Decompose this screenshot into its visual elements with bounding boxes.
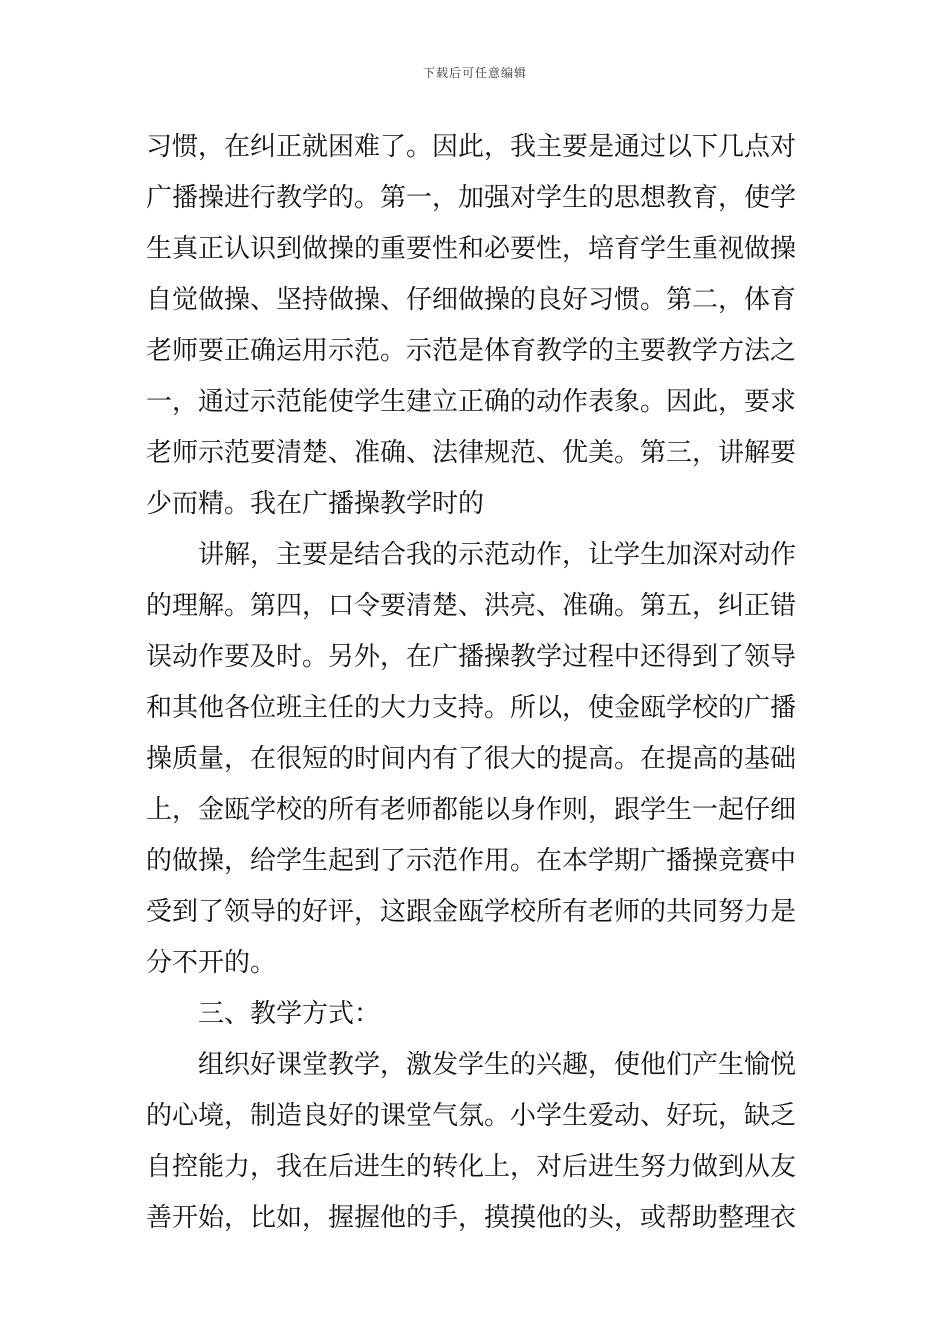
text-line: 自控能力，我在后进生的转化上，对后进生努力做到从友 [146, 1152, 797, 1182]
text-line: 和其他各位班主任的大力支持。所以，使金瓯学校的广播 [146, 693, 797, 723]
text-line: 生真正认识到做操的重要性和必要性，培育学生重视做操 [146, 234, 797, 264]
text-line: 上，金瓯学校的所有老师都能以身作则，跟学生一起仔细 [146, 795, 797, 825]
text-line: 的做操，给学生起到了示范作用。在本学期广播操竞赛中 [146, 846, 797, 876]
text-line: 一，通过示范能使学生建立正确的动作表象。因此，要求 [146, 387, 797, 417]
text-line: 习惯，在纠正就困难了。因此，我主要是通过以下几点对 [146, 132, 797, 162]
text-line: 分不开的。 [146, 948, 277, 978]
text-line: 善开始，比如，握握他的手，摸摸他的头，或帮助整理衣 [146, 1203, 797, 1233]
text-line: 老师要正确运用示范。示范是体育教学的主要教学方法之 [146, 336, 797, 366]
text-line: 自觉做操、坚持做操、仔细做操的良好习惯。第二，体育 [146, 285, 797, 315]
text-line: 的心境，制造良好的课堂气氛。小学生爱动、好玩，缺乏 [146, 1101, 797, 1131]
text-line: 少而精。我在广播操教学时的 [146, 489, 485, 519]
document-body [146, 122, 806, 1244]
section-heading: 三、教学方式： [198, 999, 381, 1029]
text-line: 操质量，在很短的时间内有了很大的提高。在提高的基础 [146, 744, 797, 774]
text-line: 老师示范要清楚、准确、法律规范、优美。第三，讲解要 [146, 438, 797, 468]
text-line: 的理解。第四，口令要清楚、洪亮、准确。第五，纠正错 [146, 591, 797, 621]
text-line: 受到了领导的好评，这跟金瓯学校所有老师的共同努力是 [146, 897, 797, 927]
paragraph-start-line: 讲解，主要是结合我的示范动作，让学生加深对动作 [198, 540, 797, 570]
paragraph-start-line: 组织好课堂教学，激发学生的兴趣，使他们产生愉悦 [198, 1050, 797, 1080]
text-line: 广播操进行教学的。第一，加强对学生的思想教育，使学 [146, 183, 797, 213]
text-line: 误动作要及时。另外，在广播操教学过程中还得到了领导 [146, 642, 797, 672]
header-note: 下载后可任意编辑 [422, 66, 527, 80]
